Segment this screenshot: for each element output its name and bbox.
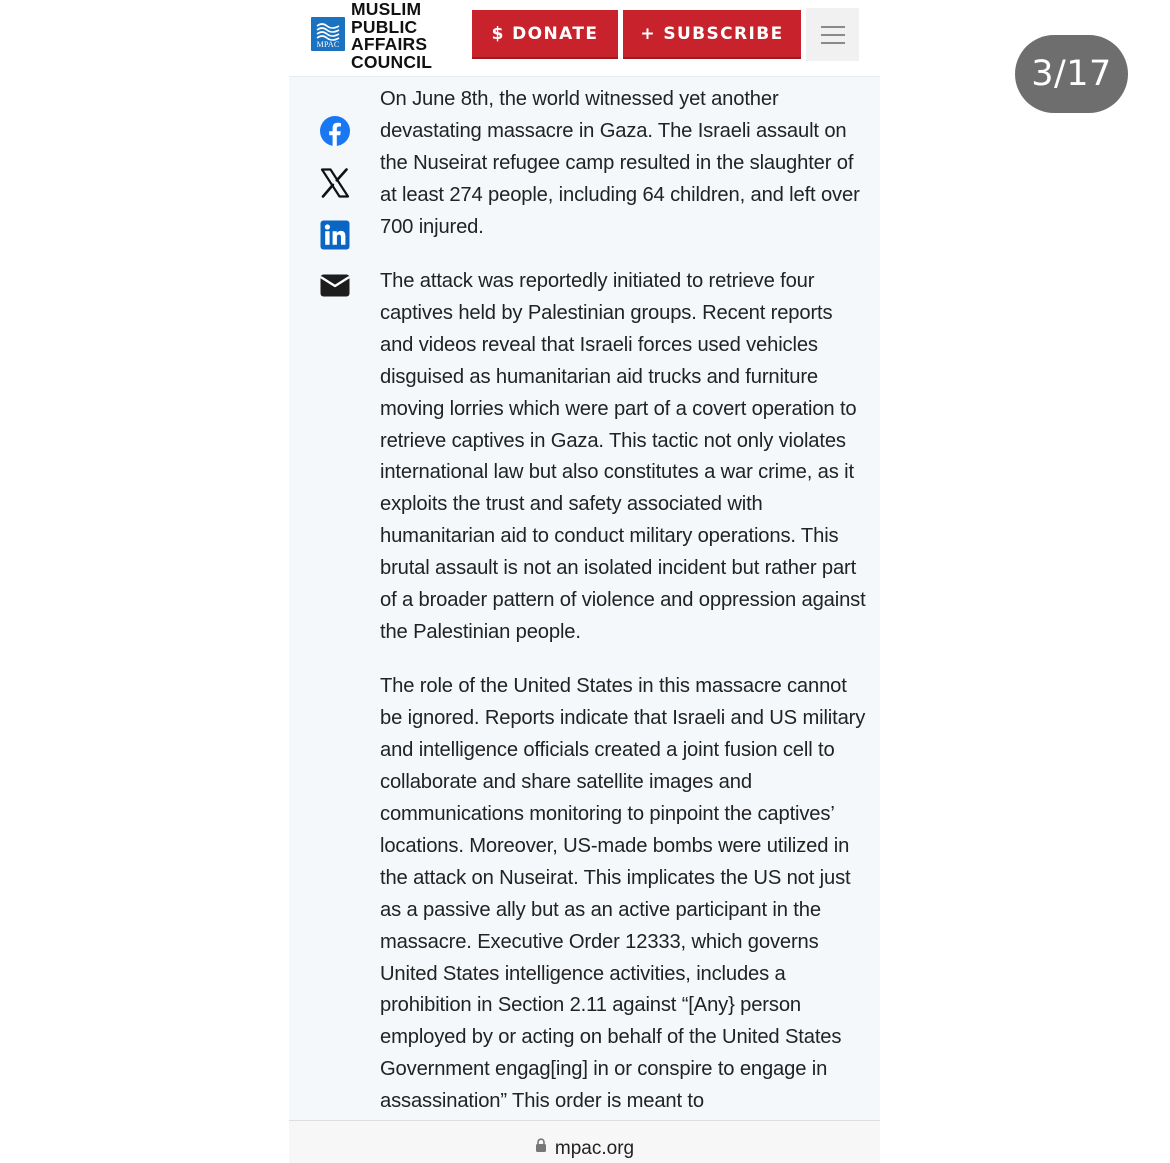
menu-bar bbox=[821, 42, 845, 44]
lock-icon bbox=[535, 1136, 547, 1158]
mpac-logo-icon[interactable] bbox=[311, 17, 345, 51]
logo-line: COUNCIL bbox=[351, 51, 433, 72]
email-icon[interactable] bbox=[320, 271, 350, 301]
page-counter: 3/17 bbox=[1015, 35, 1128, 113]
article-body bbox=[380, 84, 870, 1120]
menu-bar bbox=[821, 34, 845, 36]
url-container bbox=[289, 1138, 880, 1160]
site-header bbox=[289, 0, 880, 77]
hamburger-menu-icon[interactable] bbox=[806, 8, 859, 61]
donate-button[interactable]: $ DONATE bbox=[472, 10, 618, 59]
subscribe-button[interactable]: + SUBSCRIBE bbox=[623, 10, 801, 59]
logo-line: MUSLIM bbox=[351, 0, 422, 19]
browser-url-bar[interactable] bbox=[289, 1120, 880, 1163]
url-text: mpac.org bbox=[554, 1138, 635, 1159]
x-icon[interactable] bbox=[320, 168, 350, 198]
article-paragraph: On June 8th, the world witnessed yet another devastating massacre in Gaza. The Israeli assault on the Nuseirat refugee camp resulted in the slaughter of at least 274 people, including 64 children, and left over 700 injured. bbox=[380, 88, 860, 238]
logo-wordmark[interactable] bbox=[351, 1, 432, 71]
logo-abbrev: MPAC bbox=[316, 40, 340, 49]
logo-line: AFFAIRS bbox=[351, 34, 428, 55]
facebook-icon[interactable] bbox=[320, 116, 350, 146]
article-paragraph: The role of the United States in this massacre cannot be ignored. Reports indicate that Israeli and US military and intelligence officials created a joint fusion cell to collaborate and share satellite images and communications monitoring to pinpoint the captives’ locations. Moreover, US-made bombs were utilized in the attack on Nuseirat. This implicates the US not just as a passive ally but as an active participant in the massacre. Executive Order 12333, which governs United States intelligence activities, includes a prohibition in Section 2.11 against “[Any} person employed by or acting on behalf of the United States Government engag[ing] in or conspire to engage in assassination” This order is meant to bbox=[380, 675, 866, 1113]
logo-line: PUBLIC bbox=[351, 16, 418, 37]
mobile-page bbox=[289, 0, 880, 1162]
linkedin-icon[interactable] bbox=[320, 220, 350, 250]
article-paragraph: The attack was reportedly initiated to retrieve four captives held by Palestinian groups. Recent reports and videos reveal that Israeli forces used vehicles disguised as humanitarian aid trucks and furniture moving lorries which were part of a covert operation to retrieve captives in Gaza. This tactic not only violates international law but also constitutes a war crime, as it exploits the trust and safety associated with humanitarian aid to conduct military operations. This brutal assault is not an isolated incident but rather part of a broader pattern of violence and oppression against the Palestinian people. bbox=[380, 270, 866, 643]
article-content bbox=[289, 77, 880, 1120]
menu-bar bbox=[821, 26, 845, 28]
